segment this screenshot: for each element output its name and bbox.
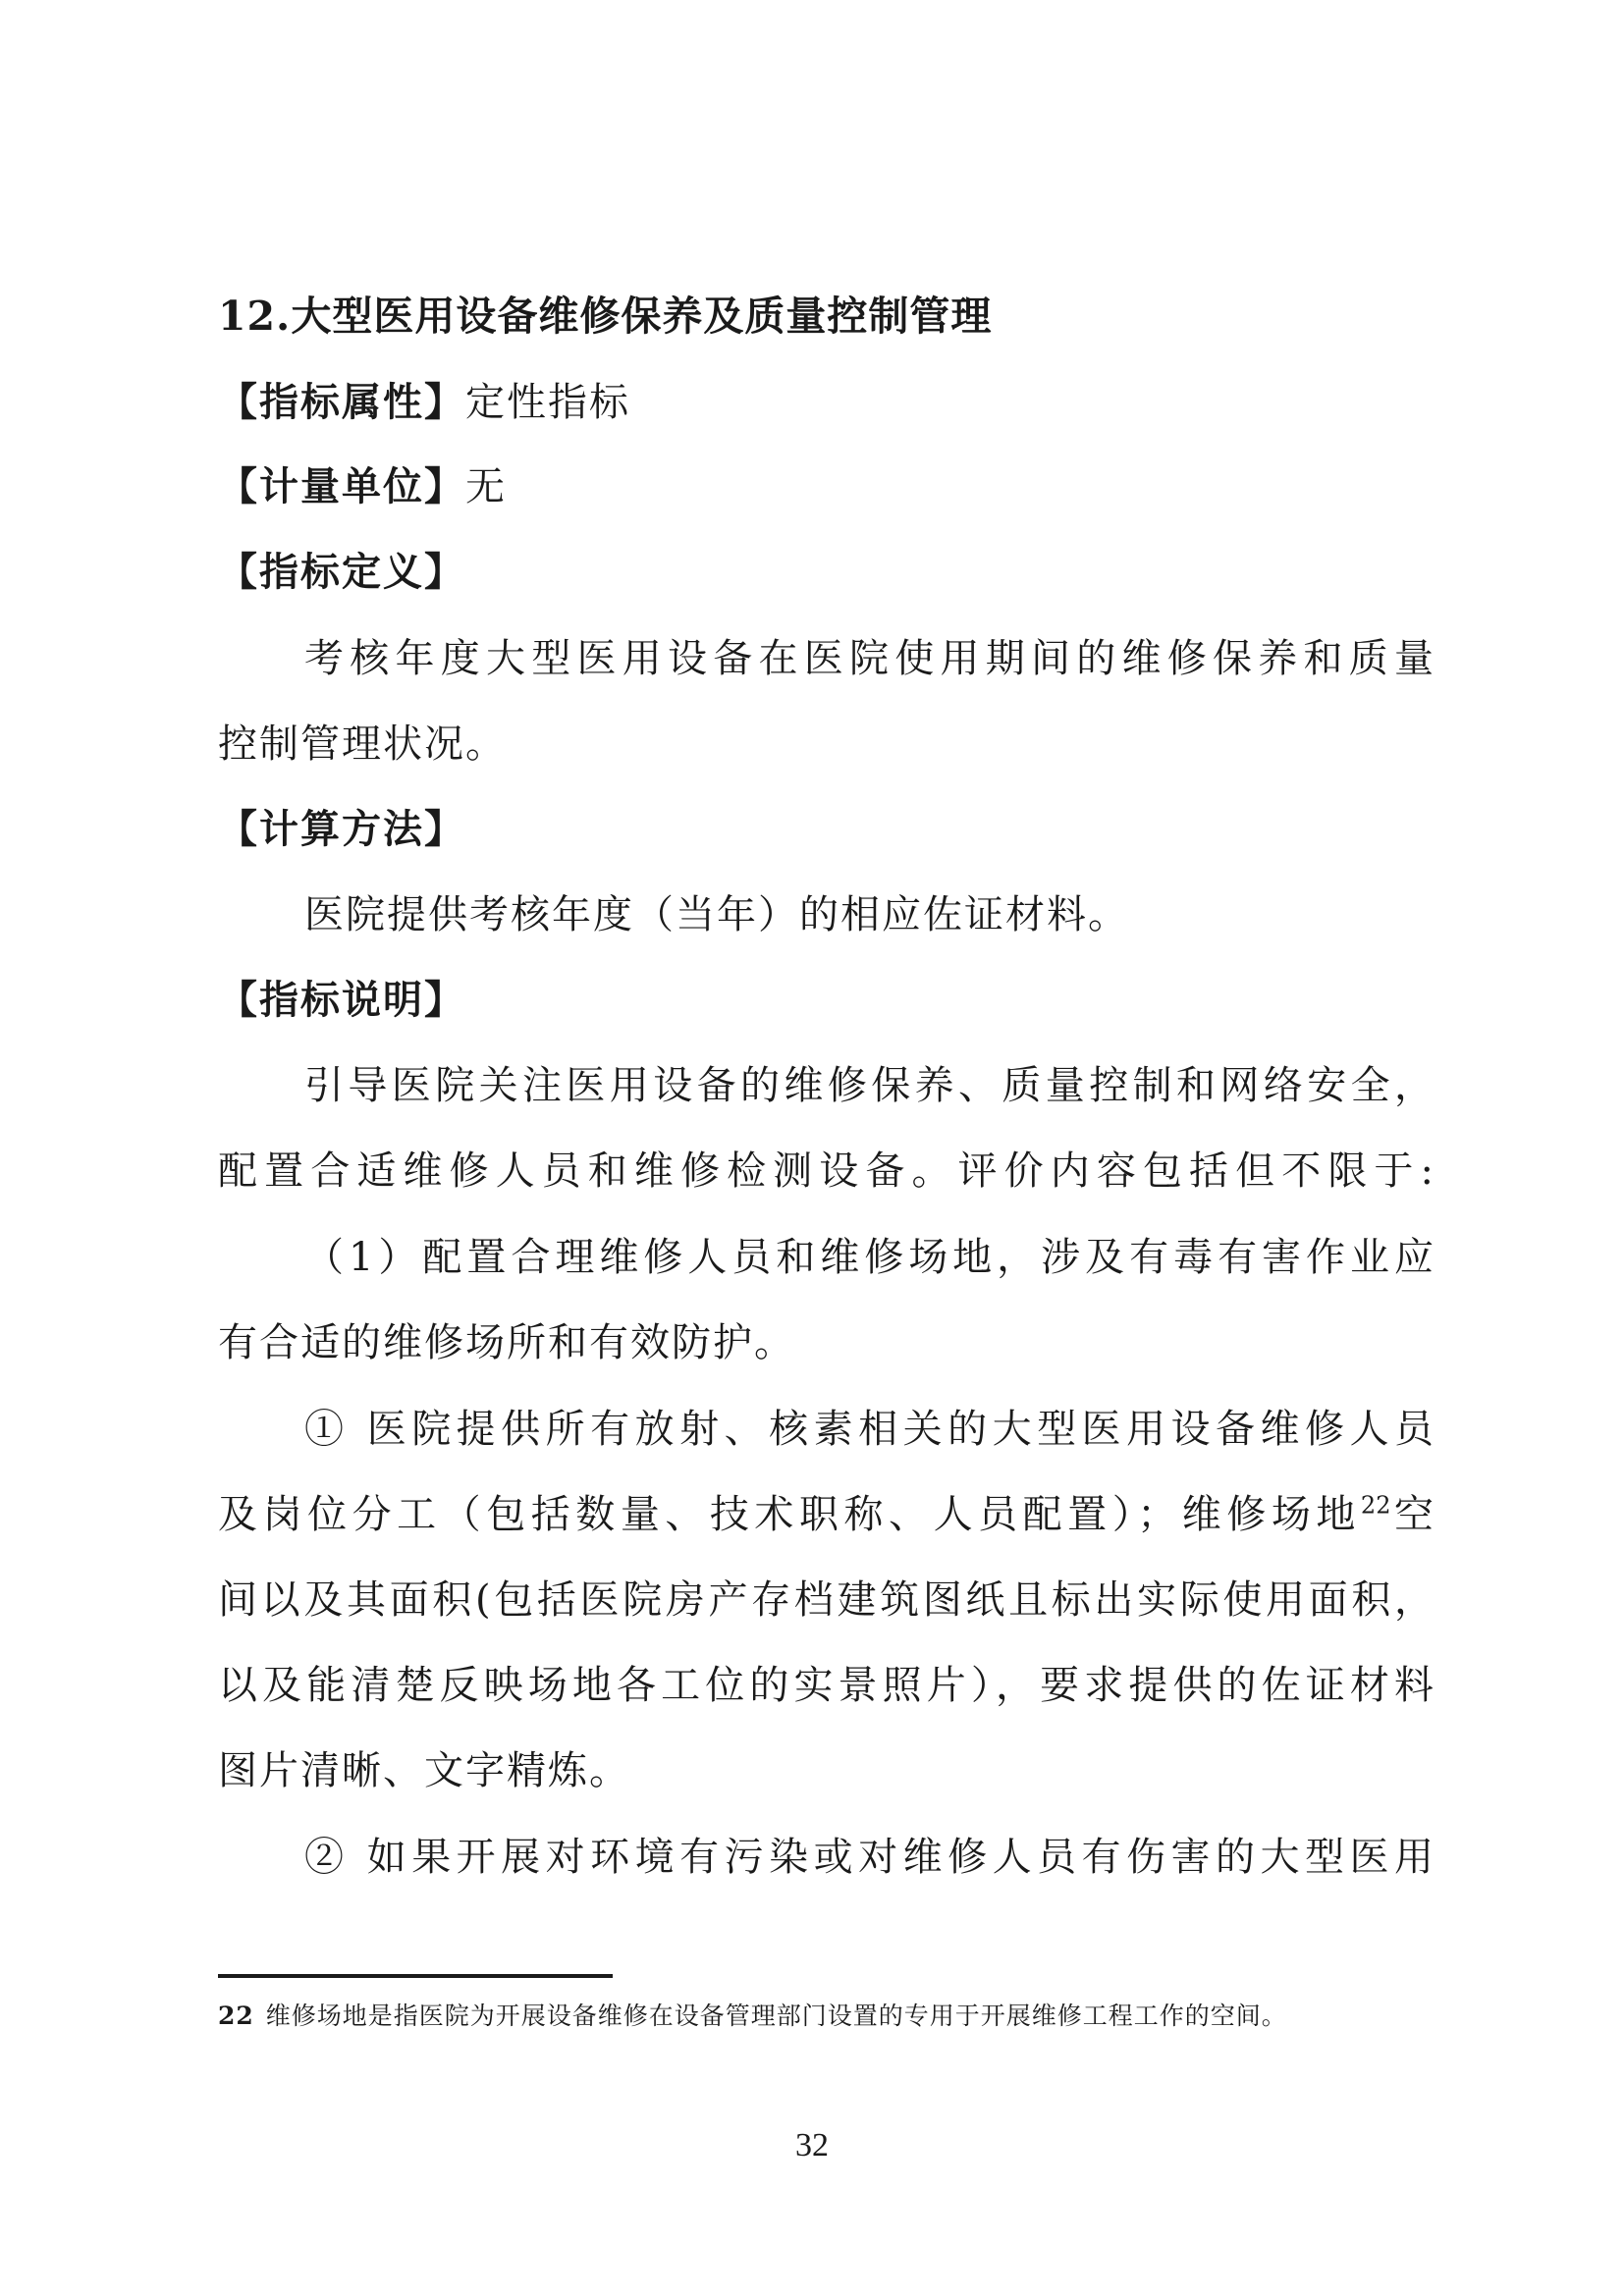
unit-value: 无 <box>465 464 507 509</box>
footnote-number: 22 <box>218 2002 254 2030</box>
unit-label: 【计量单位】 <box>218 463 465 509</box>
section-title: 12.大型医用设备维修保养及质量控制管理 <box>218 293 993 340</box>
explanation-subitem-1-text-tail: 空 <box>1390 1492 1436 1537</box>
explanation-subitem-1-line: ① 医院提供所有放射、核素相关的大型医用设备维修人员 <box>304 1407 1435 1452</box>
explanation-paragraph-line: 配置合适维修人员和维修检测设备。评价内容包括但不限于: <box>218 1148 1435 1194</box>
method-paragraph-line: 医院提供考核年度（当年）的相应佐证材料。 <box>304 892 1129 937</box>
definition-paragraph-line: 控制管理状况。 <box>218 721 507 767</box>
explanation-item-1-line: 有合适的维修场所和有效防护。 <box>218 1320 795 1365</box>
page-number: 32 <box>795 2127 829 2163</box>
explanation-item-1-line: （1）配置合理维修人员和维修场地，涉及有毒有害作业应 <box>304 1235 1435 1280</box>
footnote-text: 维修场地是指医院为开展设备维修在设备管理部门设置的专用于开展维修工程工作的空间。 <box>265 2002 1287 2030</box>
footnote-divider <box>218 1974 613 1978</box>
unit-row <box>218 461 1435 512</box>
explanation-subitem-1-text: 及岗位分工（包括数量、技术职称、人员配置）；维修场地 <box>218 1492 1361 1537</box>
definition-paragraph-line: 考核年度大型医用设备在医院使用期间的维修保养和质量 <box>304 636 1435 681</box>
explanation-label: 【指标说明】 <box>218 977 465 1023</box>
explanation-subitem-1-line: 间以及其面积(包括医院房产存档建筑图纸且标出实际使用面积， <box>218 1577 1435 1623</box>
attribute-value: 定性指标 <box>465 380 630 425</box>
explanation-paragraph-line: 引导医院关注医用设备的维修保养、质量控制和网络安全， <box>304 1063 1435 1108</box>
explanation-subitem-2-line: ② 如果开展对环境有污染或对维修人员有伤害的大型医用 <box>304 1835 1435 1880</box>
footnote <box>218 2000 1287 2033</box>
explanation-subitem-1-line: 图片清晰、文字精炼。 <box>218 1748 630 1793</box>
explanation-subitem-1-line <box>218 1489 1435 1540</box>
attribute-label: 【指标属性】 <box>218 379 465 425</box>
method-label: 【计算方法】 <box>218 806 465 852</box>
explanation-subitem-1-line: 以及能清楚反映场地各工位的实景照片），要求提供的佐证材料 <box>218 1663 1435 1708</box>
definition-label: 【指标定义】 <box>218 549 465 595</box>
footnote-reference[interactable]: 22 <box>1360 1491 1391 1520</box>
attribute-row <box>218 377 1435 428</box>
